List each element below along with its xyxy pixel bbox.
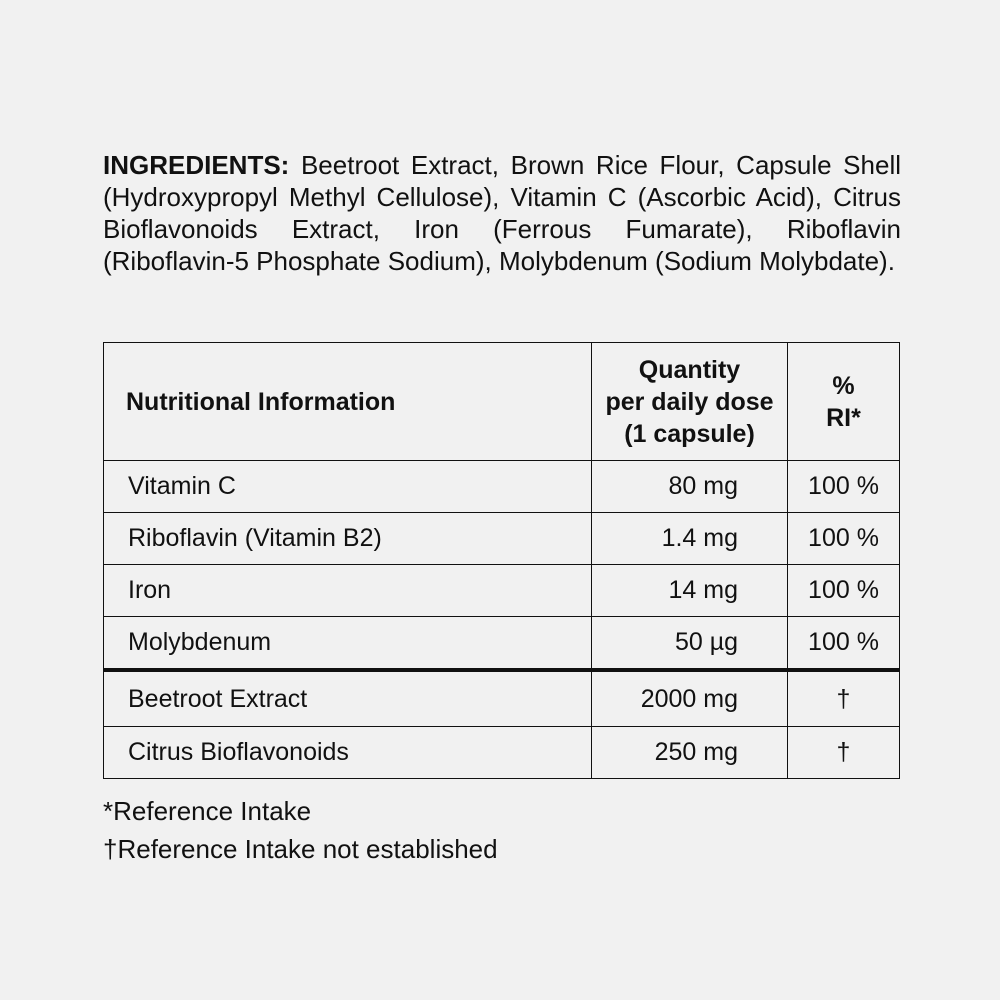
table-row <box>104 617 900 671</box>
table-row <box>104 461 900 513</box>
nutrient-ri: 100 % <box>788 565 900 617</box>
footnotes <box>103 792 498 868</box>
nutrient-quantity: 80 mg <box>592 461 788 513</box>
nutrient-quantity: 2000 mg <box>592 670 788 727</box>
nutrient-name: Riboflavin (Vitamin B2) <box>104 513 592 565</box>
header-nutritional-information: Nutritional Information <box>104 343 592 461</box>
footnote-not-established: †Reference Intake not established <box>103 834 498 864</box>
header-quantity-line-3: (1 capsule) <box>624 419 755 448</box>
nutrient-quantity: 50 µg <box>592 617 788 671</box>
nutrient-name: Vitamin C <box>104 461 592 513</box>
header-ri-line-1: % <box>832 371 855 400</box>
header-quantity <box>592 343 788 461</box>
header-reference-intake <box>788 343 900 461</box>
ingredients-paragraph <box>103 149 901 277</box>
nutrition-table <box>103 342 900 779</box>
footnote-reference-intake: *Reference Intake <box>103 796 312 826</box>
header-ri-line-2: RI* <box>826 403 861 432</box>
nutrient-name: Iron <box>104 565 592 617</box>
nutrient-name: Citrus Bioflavonoids <box>104 727 592 779</box>
nutrient-ri: 100 % <box>788 513 900 565</box>
nutrient-ri: † <box>788 727 900 779</box>
table-header-row <box>104 343 900 461</box>
nutrient-name: Molybdenum <box>104 617 592 671</box>
nutrient-ri: 100 % <box>788 461 900 513</box>
nutrient-name: Beetroot Extract <box>104 670 592 727</box>
table-row <box>104 727 900 779</box>
nutrient-ri: † <box>788 670 900 727</box>
nutrient-quantity: 14 mg <box>592 565 788 617</box>
nutrient-ri: 100 % <box>788 617 900 671</box>
nutrient-quantity: 250 mg <box>592 727 788 779</box>
table-row <box>104 513 900 565</box>
ingredients-label: INGREDIENTS: <box>103 150 290 180</box>
nutrient-quantity: 1.4 mg <box>592 513 788 565</box>
header-quantity-line-1: Quantity <box>638 355 741 384</box>
header-quantity-line-2: per daily dose <box>605 387 774 416</box>
ingredients-text: Beetroot Extract, Brown Rice Flour, Capsule Shell (Hydroxypropyl Methyl Cellulose), Vitamin C (Ascorbic Acid), Citrus Bioflavonoids Extract, Iron (Ferrous Fumarate), Riboflavin (Riboflavin-5 Phosphate Sodium), Molybdenum (Sodium Molybdate). <box>103 150 902 276</box>
table-row <box>104 565 900 617</box>
table-row <box>104 670 900 727</box>
